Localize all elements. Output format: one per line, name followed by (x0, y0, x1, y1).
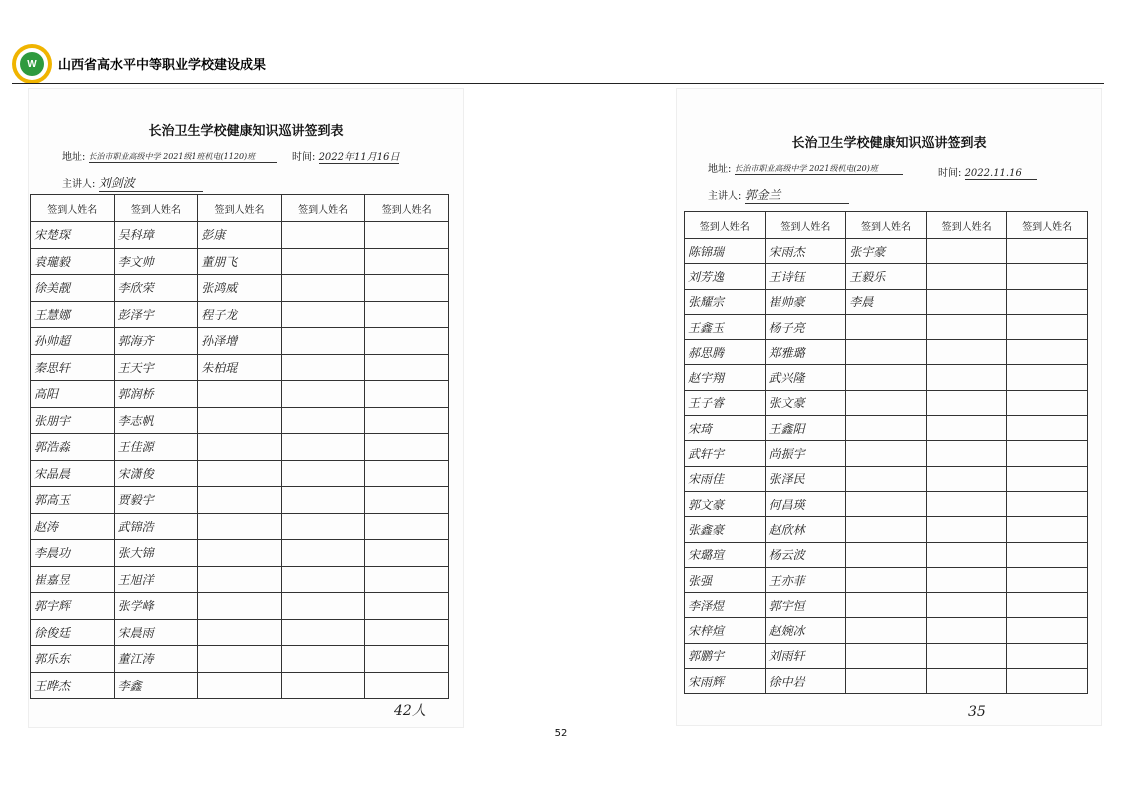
column-header: 签到人姓名 (31, 195, 115, 222)
signature-cell: 陈锦瑞 (685, 239, 766, 264)
left-sign-in-table (30, 194, 449, 699)
signature-cell (926, 239, 1007, 264)
signature-cell: 徐美靓 (31, 275, 115, 302)
signature-cell (281, 619, 365, 646)
signature-cell (281, 381, 365, 408)
table-row (31, 328, 449, 355)
signature-cell (365, 381, 449, 408)
signature-cell: 武锦浩 (114, 513, 198, 540)
signature-cell: 张鑫豪 (685, 517, 766, 542)
signature-cell (365, 407, 449, 434)
signature-cell (926, 390, 1007, 415)
signature-cell: 郑雅璐 (765, 340, 846, 365)
signature-cell (365, 248, 449, 275)
table-row (685, 542, 1088, 567)
signature-cell: 秦思轩 (31, 354, 115, 381)
signature-cell: 郭高玉 (31, 487, 115, 514)
signature-cell (846, 593, 927, 618)
left-speaker-label: 主讲人: (62, 179, 96, 190)
signature-cell: 宋雨杰 (765, 239, 846, 264)
table-row (31, 646, 449, 673)
signature-cell (1007, 264, 1088, 289)
signature-cell: 赵涛 (31, 513, 115, 540)
signature-cell: 赵婉冰 (765, 618, 846, 643)
signature-cell: 吴科璋 (114, 222, 198, 249)
school-logo (12, 44, 52, 84)
signature-cell (365, 354, 449, 381)
signature-cell (198, 619, 282, 646)
signature-cell: 郭海齐 (114, 328, 198, 355)
signature-cell (1007, 643, 1088, 668)
signature-cell: 宋晨雨 (114, 619, 198, 646)
signature-cell (1007, 390, 1088, 415)
signature-cell: 宋潇俊 (114, 460, 198, 487)
left-speaker-value: 刘剑波 (99, 174, 203, 192)
left-sheet-title: 长治卫生学校健康知识巡讲签到表 (148, 124, 344, 139)
signature-cell (1007, 567, 1088, 592)
signature-cell (198, 460, 282, 487)
signature-cell (365, 513, 449, 540)
signature-cell (365, 672, 449, 699)
signature-cell (1007, 491, 1088, 516)
signature-cell: 郭乐东 (31, 646, 115, 673)
signature-cell (198, 593, 282, 620)
signature-cell (281, 434, 365, 461)
signature-cell: 杨云波 (765, 542, 846, 567)
table-row (31, 354, 449, 381)
column-header: 签到人姓名 (365, 195, 449, 222)
signature-cell (281, 354, 365, 381)
signature-cell: 李志帆 (114, 407, 198, 434)
signature-cell (846, 669, 927, 694)
table-row (685, 264, 1088, 289)
signature-cell (846, 340, 927, 365)
table-row (31, 593, 449, 620)
left-time-row (292, 148, 399, 164)
signature-cell (1007, 239, 1088, 264)
left-table-header (31, 195, 449, 222)
signature-cell: 张耀宗 (685, 289, 766, 314)
table-row (31, 566, 449, 593)
signature-cell: 徐中岩 (765, 669, 846, 694)
signature-cell: 王佳源 (114, 434, 198, 461)
signature-cell (926, 643, 1007, 668)
signature-cell (926, 491, 1007, 516)
signature-cell: 王亦菲 (765, 567, 846, 592)
signature-cell (365, 619, 449, 646)
signature-cell: 李晨功 (31, 540, 115, 567)
signature-cell (846, 416, 927, 441)
page-number: 52 (554, 728, 568, 739)
column-header: 签到人姓名 (281, 195, 365, 222)
signature-cell: 郭宇恒 (765, 593, 846, 618)
signature-cell: 王天宇 (114, 354, 198, 381)
left-address-label: 地址: (62, 152, 86, 163)
signature-cell (1007, 466, 1088, 491)
signature-cell (198, 646, 282, 673)
signature-cell (198, 540, 282, 567)
table-row (31, 619, 449, 646)
table-row (685, 390, 1088, 415)
signature-cell: 郭宇辉 (31, 593, 115, 620)
table-row (685, 466, 1088, 491)
logo-ring (16, 48, 48, 80)
signature-cell (365, 593, 449, 620)
signature-cell: 尚振宇 (765, 441, 846, 466)
table-row (31, 275, 449, 302)
left-address-row (62, 148, 277, 163)
table-row (31, 381, 449, 408)
table-row (685, 289, 1088, 314)
signature-cell (1007, 441, 1088, 466)
signature-cell: 彭泽宇 (114, 301, 198, 328)
signature-cell (281, 275, 365, 302)
signature-cell: 张大锦 (114, 540, 198, 567)
signature-cell (198, 407, 282, 434)
signature-cell (926, 669, 1007, 694)
signature-cell (1007, 314, 1088, 339)
signature-cell: 孙帅超 (31, 328, 115, 355)
right-address-label: 地址: (708, 164, 732, 175)
signature-cell (1007, 593, 1088, 618)
signature-cell (198, 513, 282, 540)
logo-emblem: W (20, 52, 44, 76)
table-row (685, 567, 1088, 592)
right-time-row (938, 164, 1037, 180)
left-time-label: 时间: (292, 152, 316, 163)
signature-cell: 郝思腾 (685, 340, 766, 365)
table-row (685, 239, 1088, 264)
signature-cell: 张宇豪 (846, 239, 927, 264)
signature-cell (281, 460, 365, 487)
signature-cell (281, 540, 365, 567)
signature-cell: 张鸿威 (198, 275, 282, 302)
signature-cell (926, 289, 1007, 314)
signature-cell: 孙泽增 (198, 328, 282, 355)
signature-cell (926, 314, 1007, 339)
signature-cell (926, 264, 1007, 289)
signature-cell (365, 328, 449, 355)
signature-cell (1007, 618, 1088, 643)
signature-cell: 张学峰 (114, 593, 198, 620)
signature-cell (846, 542, 927, 567)
column-header: 签到人姓名 (114, 195, 198, 222)
table-row (31, 487, 449, 514)
signature-cell: 宋晶晨 (31, 460, 115, 487)
signature-cell (926, 416, 1007, 441)
signature-cell: 王旭洋 (114, 566, 198, 593)
table-row (31, 248, 449, 275)
signature-cell (365, 275, 449, 302)
signature-cell: 王毅乐 (846, 264, 927, 289)
signature-cell (846, 517, 927, 542)
signature-cell: 袁瓏毅 (31, 248, 115, 275)
signature-cell (846, 491, 927, 516)
signature-cell (365, 540, 449, 567)
signature-cell (1007, 289, 1088, 314)
signature-cell: 王诗钰 (765, 264, 846, 289)
signature-cell (926, 340, 1007, 365)
table-row (31, 540, 449, 567)
signature-cell: 董江涛 (114, 646, 198, 673)
signature-cell (1007, 517, 1088, 542)
signature-cell (198, 672, 282, 699)
table-row (31, 222, 449, 249)
signature-cell (926, 517, 1007, 542)
signature-cell: 崔嘉昱 (31, 566, 115, 593)
signature-cell: 武兴隆 (765, 365, 846, 390)
signature-cell (926, 542, 1007, 567)
signature-cell: 高阳 (31, 381, 115, 408)
signature-cell: 宋琦 (685, 416, 766, 441)
signature-cell (846, 314, 927, 339)
table-row (31, 513, 449, 540)
signature-cell: 李鑫 (114, 672, 198, 699)
signature-cell (281, 222, 365, 249)
signature-cell (1007, 340, 1088, 365)
signature-cell: 王晔杰 (31, 672, 115, 699)
table-row (685, 643, 1088, 668)
signature-cell: 郭浩淼 (31, 434, 115, 461)
signature-cell (926, 567, 1007, 592)
right-table-body (685, 239, 1088, 694)
right-sheet-title: 长治卫生学校健康知识巡讲签到表 (791, 136, 987, 151)
signature-cell (281, 301, 365, 328)
signature-cell (365, 301, 449, 328)
signature-cell: 宋雨佳 (685, 466, 766, 491)
table-row (685, 416, 1088, 441)
signature-cell: 王鑫玉 (685, 314, 766, 339)
signature-cell (281, 487, 365, 514)
right-speaker-row (708, 186, 849, 204)
signature-cell: 张朋宇 (31, 407, 115, 434)
signature-cell: 郭鹏宇 (685, 643, 766, 668)
table-row (685, 669, 1088, 694)
signature-cell (1007, 669, 1088, 694)
signature-cell (281, 646, 365, 673)
signature-cell (281, 513, 365, 540)
signature-cell (198, 487, 282, 514)
table-row (685, 517, 1088, 542)
right-address-row (708, 160, 903, 175)
table-row (685, 365, 1088, 390)
column-header: 签到人姓名 (765, 212, 846, 239)
table-row (685, 491, 1088, 516)
signature-cell: 王子睿 (685, 390, 766, 415)
column-header: 签到人姓名 (198, 195, 282, 222)
signature-cell: 宋梓煊 (685, 618, 766, 643)
signature-cell (1007, 365, 1088, 390)
header-title: 山西省高水平中等职业学校建设成果 (58, 58, 267, 73)
signature-cell (281, 672, 365, 699)
right-address-value: 长治市职业高级中学 2021级机电(20)班 (735, 163, 903, 175)
signature-cell (1007, 542, 1088, 567)
signature-cell: 李泽煜 (685, 593, 766, 618)
signature-cell: 宋璐瑄 (685, 542, 766, 567)
signature-cell: 张强 (685, 567, 766, 592)
signature-cell (846, 618, 927, 643)
signature-cell (198, 434, 282, 461)
table-row (31, 434, 449, 461)
signature-cell (926, 441, 1007, 466)
table-row (685, 314, 1088, 339)
signature-cell (846, 441, 927, 466)
signature-cell: 张泽民 (765, 466, 846, 491)
signature-cell: 武轩宇 (685, 441, 766, 466)
signature-cell: 贾毅宇 (114, 487, 198, 514)
right-sign-in-sheet (676, 88, 1102, 726)
signature-cell (365, 646, 449, 673)
header-divider (12, 83, 1104, 84)
signature-cell: 赵宇翔 (685, 365, 766, 390)
signature-cell (846, 643, 927, 668)
right-speaker-label: 主讲人: (708, 191, 742, 202)
signature-cell (365, 434, 449, 461)
signature-cell (281, 566, 365, 593)
signature-cell: 郭润桥 (114, 381, 198, 408)
signature-cell (281, 593, 365, 620)
table-row (685, 441, 1088, 466)
table-row (685, 618, 1088, 643)
signature-cell: 李晨 (846, 289, 927, 314)
table-row (31, 407, 449, 434)
signature-cell: 王慧娜 (31, 301, 115, 328)
signature-cell: 彭康 (198, 222, 282, 249)
left-speaker-row (62, 174, 203, 192)
signature-cell (846, 466, 927, 491)
signature-cell (281, 407, 365, 434)
left-sign-in-sheet (28, 88, 464, 728)
signature-cell (365, 566, 449, 593)
signature-cell: 宋楚琛 (31, 222, 115, 249)
signature-cell (926, 618, 1007, 643)
left-attendee-count: 42人 (394, 703, 426, 719)
table-row (685, 593, 1088, 618)
signature-cell (198, 566, 282, 593)
signature-cell: 程子龙 (198, 301, 282, 328)
signature-cell (281, 328, 365, 355)
signature-cell: 赵欣林 (765, 517, 846, 542)
signature-cell: 杨子亮 (765, 314, 846, 339)
right-attendee-count: 35 (968, 704, 986, 720)
right-table-header (685, 212, 1088, 239)
signature-cell: 刘芳逸 (685, 264, 766, 289)
left-address-value: 长治市职业高级中学 2021级1班机电(1120)班 (89, 151, 277, 163)
signature-cell (365, 487, 449, 514)
left-table-body (31, 222, 449, 699)
signature-cell: 张文豪 (765, 390, 846, 415)
column-header: 签到人姓名 (1007, 212, 1088, 239)
table-row (31, 672, 449, 699)
signature-cell: 王鑫阳 (765, 416, 846, 441)
signature-cell (926, 593, 1007, 618)
right-time-value: 2022.11.16 (965, 168, 1037, 180)
signature-cell (846, 390, 927, 415)
signature-cell: 崔帅豪 (765, 289, 846, 314)
left-time-value: 2022年11月16日 (319, 148, 399, 164)
signature-cell (365, 460, 449, 487)
signature-cell: 刘雨轩 (765, 643, 846, 668)
table-row (31, 460, 449, 487)
right-speaker-value: 郭金兰 (745, 186, 849, 204)
signature-cell (926, 365, 1007, 390)
signature-cell (926, 466, 1007, 491)
signature-cell: 董朋飞 (198, 248, 282, 275)
signature-cell: 李欣荣 (114, 275, 198, 302)
signature-cell (846, 365, 927, 390)
signature-cell: 郭文豪 (685, 491, 766, 516)
column-header: 签到人姓名 (926, 212, 1007, 239)
signature-cell: 何昌瑛 (765, 491, 846, 516)
table-row (31, 301, 449, 328)
signature-cell: 徐俊廷 (31, 619, 115, 646)
column-header: 签到人姓名 (846, 212, 927, 239)
signature-cell: 宋雨辉 (685, 669, 766, 694)
right-sign-in-table (684, 211, 1088, 694)
signature-cell (198, 381, 282, 408)
table-row (685, 340, 1088, 365)
signature-cell (1007, 416, 1088, 441)
signature-cell (281, 248, 365, 275)
signature-cell: 李文帅 (114, 248, 198, 275)
signature-cell (846, 567, 927, 592)
right-time-label: 时间: (938, 168, 962, 179)
signature-cell: 朱柏琨 (198, 354, 282, 381)
signature-cell (365, 222, 449, 249)
column-header: 签到人姓名 (685, 212, 766, 239)
